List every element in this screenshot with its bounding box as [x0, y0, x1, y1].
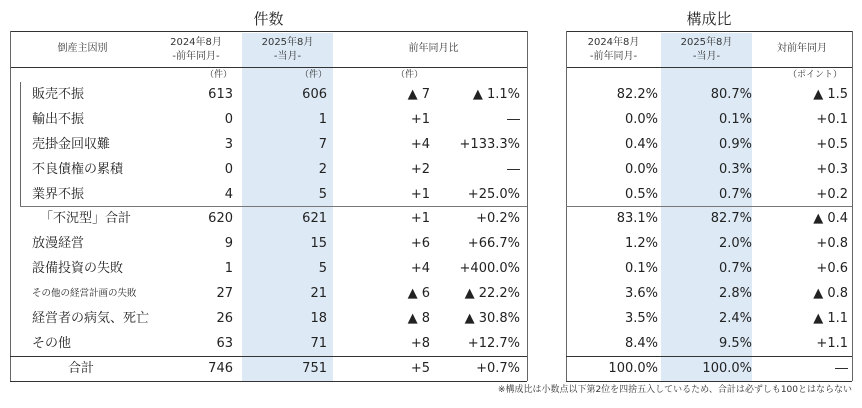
cell-cur: 606 [302, 87, 327, 102]
cell-diff: +2 [410, 162, 430, 177]
cell-ratio-diff: +1.1 [816, 336, 848, 351]
cell-cur-ratio: 100.0% [702, 361, 752, 376]
cell-prev-ratio: 82.2% [616, 87, 658, 102]
cell-cur: 5 [318, 261, 327, 276]
cell-pct: ▲ 22.2% [464, 286, 520, 301]
row-label: 販売不振 [32, 87, 85, 102]
header-yoy-count: 前年同月比 [408, 43, 459, 54]
cell-cur-ratio: 0.9% [718, 137, 752, 152]
cell-cur: 5 [318, 187, 327, 202]
cell-ratio-diff: +0.8 [816, 236, 848, 251]
cell-cur: 751 [302, 361, 327, 376]
recession-group-bracket [20, 82, 21, 206]
cell-cur-ratio: 2.8% [718, 286, 752, 301]
header-cause: 倒産主因別 [57, 43, 108, 54]
cell-cur-ratio: 2.4% [718, 311, 752, 326]
cell-diff: +8 [410, 336, 430, 351]
count-header-rule [10, 67, 527, 68]
cell-prev-ratio: 1.2% [624, 236, 658, 251]
composition-group-title: 構成比 [686, 10, 732, 28]
cell-prev: 4 [224, 187, 233, 202]
cell-pct: +0.7% [476, 361, 520, 376]
cell-cur-ratio: 0.7% [718, 187, 752, 202]
cell-diff: +6 [410, 236, 430, 251]
cell-pct: +0.2% [476, 211, 520, 226]
cell-ratio-diff: ― [835, 361, 848, 376]
cell-pct: +133.3% [459, 137, 520, 152]
cell-cur: 7 [318, 137, 327, 152]
cell-cur: 621 [302, 211, 327, 226]
composition-right-border [852, 31, 853, 381]
cell-cur: 15 [310, 236, 327, 251]
count-right-border [527, 31, 528, 381]
cell-prev: 27 [216, 286, 233, 301]
composition-header-rule [566, 67, 852, 68]
row-label: 合計 [68, 361, 95, 376]
cell-ratio-diff: ▲ 0.4 [813, 211, 848, 226]
cell-pct: ― [507, 112, 520, 127]
row-label: 不良債権の累積 [32, 162, 124, 177]
cell-prev-ratio: 0.4% [624, 137, 658, 152]
cell-ratio-diff: +0.5 [816, 137, 848, 152]
cell-cur-ratio: 0.7% [718, 261, 752, 276]
cell-cur-ratio: 0.3% [718, 162, 752, 177]
cell-prev: 746 [208, 361, 233, 376]
header-cur-count: 2025年8月 -当月- [261, 37, 314, 62]
bottom-rule-ratio [566, 381, 852, 382]
cell-prev: 63 [216, 336, 233, 351]
cell-diff: +5 [410, 361, 430, 376]
row-label: その他 [32, 336, 72, 351]
row-label: その他の経営計画の失敗 [32, 288, 137, 299]
cell-prev-ratio: 83.1% [616, 211, 658, 226]
header-cur-ratio: 2025年8月 -当月- [680, 37, 733, 62]
cell-cur: 21 [310, 286, 327, 301]
cell-cur-ratio: 80.7% [710, 87, 752, 102]
cell-prev: 613 [208, 87, 233, 102]
cell-cur: 2 [318, 162, 327, 177]
cell-cur: 1 [318, 112, 327, 127]
cell-ratio-diff: +0.3 [816, 162, 848, 177]
cell-cur-ratio: 2.0% [718, 236, 752, 251]
cell-diff: +1 [410, 211, 430, 226]
composition-top-rule [566, 31, 852, 32]
cell-cur-ratio: 82.7% [710, 211, 752, 226]
unit-yoy: （件） [396, 70, 424, 80]
cell-prev-ratio: 100.0% [608, 361, 658, 376]
cell-ratio-diff: +0.2 [816, 187, 848, 202]
row-label: 輸出不振 [32, 112, 85, 127]
cell-ratio-diff: ▲ 1.1 [813, 311, 848, 326]
cell-ratio-diff: ▲ 1.5 [813, 87, 848, 102]
cell-pct: +400.0% [459, 261, 520, 276]
cell-prev-ratio: 8.4% [624, 336, 658, 351]
row-label: 設備投資の失敗 [32, 261, 124, 276]
cell-ratio-diff: +0.6 [816, 261, 848, 276]
header-prev-ratio: 2024年8月 -前年同月- [587, 37, 640, 62]
cell-diff: +1 [410, 112, 430, 127]
unit-prev: （件） [205, 70, 233, 80]
unit-ratio: （ポイント） [788, 70, 843, 80]
cell-prev: 1 [224, 261, 233, 276]
cell-diff: +1 [410, 187, 430, 202]
count-group-title: 件数 [253, 10, 284, 28]
header-yoy-ratio: 対前年同月 [777, 43, 827, 54]
cell-pct: ▲ 1.1% [472, 87, 520, 102]
bottom-rule-count [10, 381, 527, 382]
cell-prev: 620 [208, 211, 233, 226]
row-label: 経営者の病気、死亡 [32, 311, 150, 326]
cell-diff: ▲ 6 [407, 286, 430, 301]
row-label: 放漫経営 [32, 236, 85, 251]
cell-diff: +4 [410, 137, 430, 152]
unit-cur: （件） [300, 70, 328, 80]
cell-pct: ― [507, 162, 520, 177]
cell-prev-ratio: 3.6% [624, 286, 658, 301]
footnote: ※構成比は小数点以下第2位を四捨五入しているため、合計は必ずしも100とはならない [497, 385, 852, 395]
cell-pct: +12.7% [467, 336, 520, 351]
count-top-rule [10, 31, 527, 32]
cell-ratio-diff: +0.1 [816, 112, 848, 127]
row-label: 業界不振 [32, 187, 85, 202]
cell-pct: +25.0% [467, 187, 520, 202]
count-left-border [10, 31, 11, 381]
recession-total-rule-ratio [566, 206, 852, 207]
cell-diff: +4 [410, 261, 430, 276]
cell-prev-ratio: 0.1% [624, 261, 658, 276]
cell-prev: 0 [224, 112, 233, 127]
cell-prev-ratio: 0.0% [624, 162, 658, 177]
cell-diff: ▲ 7 [407, 87, 430, 102]
cell-pct: ▲ 30.8% [464, 311, 520, 326]
cell-prev-ratio: 0.5% [624, 187, 658, 202]
cell-prev: 0 [224, 162, 233, 177]
cell-prev: 3 [224, 137, 233, 152]
cell-cur: 18 [310, 311, 327, 326]
row-label: 売掛金回収難 [32, 137, 111, 152]
cell-pct: +66.7% [467, 236, 520, 251]
cell-cur: 71 [310, 336, 327, 351]
header-prev-count: 2024年8月 -前年同月- [170, 37, 222, 62]
cell-prev-ratio: 0.0% [624, 112, 658, 127]
cell-prev: 9 [224, 236, 233, 251]
row-label: 「不況型」合計 [40, 211, 132, 226]
cell-prev-ratio: 3.5% [624, 311, 658, 326]
cell-cur-ratio: 0.1% [718, 112, 752, 127]
cell-ratio-diff: ▲ 0.8 [813, 286, 848, 301]
cell-diff: ▲ 8 [407, 311, 430, 326]
cell-cur-ratio: 9.5% [718, 336, 752, 351]
cell-prev: 26 [216, 311, 233, 326]
